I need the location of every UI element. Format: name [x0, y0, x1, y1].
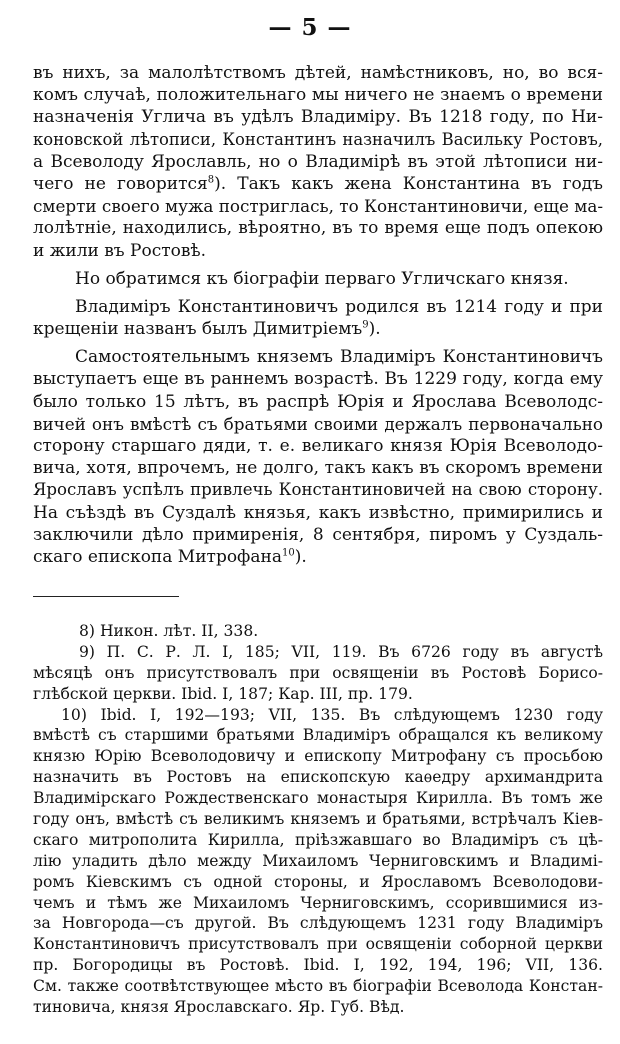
text-line: смерти своего мужа постриглась, то Константиновичи, еще ма- [33, 196, 604, 217]
footnote-10-line: 10) Ibid. I, 192—193; VII, 135. Въ слѣдующемъ 1230 году [61, 705, 603, 724]
text-segment: крещеніи названъ былъ Димитріемъ [33, 319, 363, 340]
footnote-10-line: году онъ, вмѣстѣ съ великимъ княземъ и братьями, встрѣчалъ Кіев- [33, 810, 603, 829]
text-line: вича, хотя, впрочемъ, не долго, такъ какъ въ скоромъ времени [33, 458, 603, 479]
text-line: заключили дѣло примиренія, 8 сентября, пиромъ у Суздаль- [33, 524, 603, 545]
text-line: коновской лѣтописи, Константинъ назначилъ Васильку Ростовъ, [33, 129, 603, 149]
text-line: и жили въ Ростовѣ. [33, 240, 207, 261]
footnote-10-line: назначить въ Ростовъ на епископскую каѳедру архимандрита [33, 768, 603, 787]
footnote-10-line: князю Юрію Всеволодовичу и епископу Митрофану съ просьбою [33, 747, 603, 766]
footnote-10-line: за Новгорода—съ другой. Въ слѣдующемъ 1231 году Владиміръ [33, 914, 603, 933]
text-segment: скаго епископа Митрофана [33, 546, 282, 567]
footnote-9-line: глѣбской церкви. Ibid. I, 187; Кар. III, пр. 179. [33, 684, 413, 703]
text-segment: ). [368, 319, 381, 340]
text-line: На съѣздѣ въ Суздалѣ князья, какъ извѣстно, примирились и [33, 502, 603, 523]
footnote-10-line: тиновича, князя Ярославскаго. Яр. Губ. Вѣд. [33, 998, 405, 1017]
main-text [33, 62, 603, 568]
footnote-10-line: ромъ Кіевскимъ съ одной стороны, и Ярославомъ Всеволодови- [33, 872, 603, 891]
footnote-10-line: лію уладить дѣло между Михаиломъ Черниговскимъ и Владимі- [33, 851, 603, 870]
footnote-9-line: 9) П. С. Р. Л. I, 185; VII, 119. Въ 6726 году въ августѣ [79, 642, 603, 661]
text-segment: ). [294, 546, 307, 567]
footnote-10-line: Константиновичъ присутствовалъ при освященіи соборной церкви [33, 935, 603, 954]
text-segment: чего не говорится [33, 173, 208, 194]
text-line: выступаетъ еще въ раннемъ возрастѣ. Въ 1229 году, когда ему [33, 369, 603, 390]
footnote-10-line: Владимірскаго Рождественскаго монастыря Кирилла. Въ томъ же [33, 789, 603, 808]
text-line: комъ случаѣ, положительнаго мы ничего не знаемъ о времени [33, 85, 603, 106]
footnote-ref-10[interactable]: 10 [281, 547, 295, 559]
text-line [33, 318, 603, 340]
footnote-8: 8) Никон. лѣт. II, 338. [79, 622, 259, 640]
text-line [33, 546, 603, 568]
text-line: въ нихъ, за малолѣтствомъ дѣтей, намѣстниковъ, но, во вся- [33, 63, 603, 83]
footnote-10-line: пр. Богородицы въ Ростовѣ. Ibid. I, 192, 194, 196; VII, 136. [33, 956, 603, 975]
footnote-10-line: чемъ и тѣмъ же Михаиломъ Черниговскимъ, ссорившимися из- [33, 893, 603, 912]
text-line: назначенія Углича въ удѣлъ Владиміру. Въ 1218 году, по Ни- [33, 107, 603, 128]
text-line: лолѣтніе, находились, вѣроятно, въ то время еще подъ опекою [33, 218, 603, 239]
text-line: а Всеволоду Ярославль, но о Владимірѣ въ этой лѣтописи ни- [33, 151, 603, 172]
text-line [33, 173, 603, 195]
text-line: Ярославъ успѣлъ привлечь Константиновичей на свою сторону. [33, 480, 603, 500]
footnote-10-line: скаго митрополита Кирилла, пріѣзжавшаго во Владиміръ съ цѣ- [33, 830, 603, 849]
text-line: вичей онъ вмѣстѣ съ братьями своими держалъ первоначально [33, 413, 603, 434]
footnote-10-line: См. также соотвѣтствующее мѣсто въ біографіи Всеволода Констан- [33, 977, 603, 996]
text-line: сторону старшаго дяди, т. е. великаго князя Юрія Всеволодо- [33, 436, 603, 456]
text-segment: ). Такъ какъ жена Константина въ годъ [214, 173, 603, 194]
page-number: — 5 — [268, 14, 352, 41]
text-line: Самостоятельнымъ княземъ Владиміръ Константиновичъ [75, 347, 603, 368]
footnote-ref-8[interactable]: 8 [207, 174, 215, 186]
footnote-10-line: вмѣстѣ съ старшими братьями Владиміръ обращался къ великому [33, 726, 603, 745]
text-line: Владиміръ Константиновичъ родился въ 1214 году и при [75, 296, 603, 317]
footnote-ref-9[interactable]: 9 [362, 319, 369, 331]
text-line: Но обратимся къ біографіи перваго Угличскаго князя. [75, 268, 569, 289]
footnote-9-line: мѣсяцѣ онъ присутствовалъ при освященіи въ Ростовѣ Борисо- [33, 663, 603, 682]
text-line: было только 15 лѣтъ, въ распрѣ Юрія и Ярослава Всеволодс- [33, 391, 603, 412]
footnotes [33, 621, 603, 1018]
footnote-divider [33, 596, 179, 597]
